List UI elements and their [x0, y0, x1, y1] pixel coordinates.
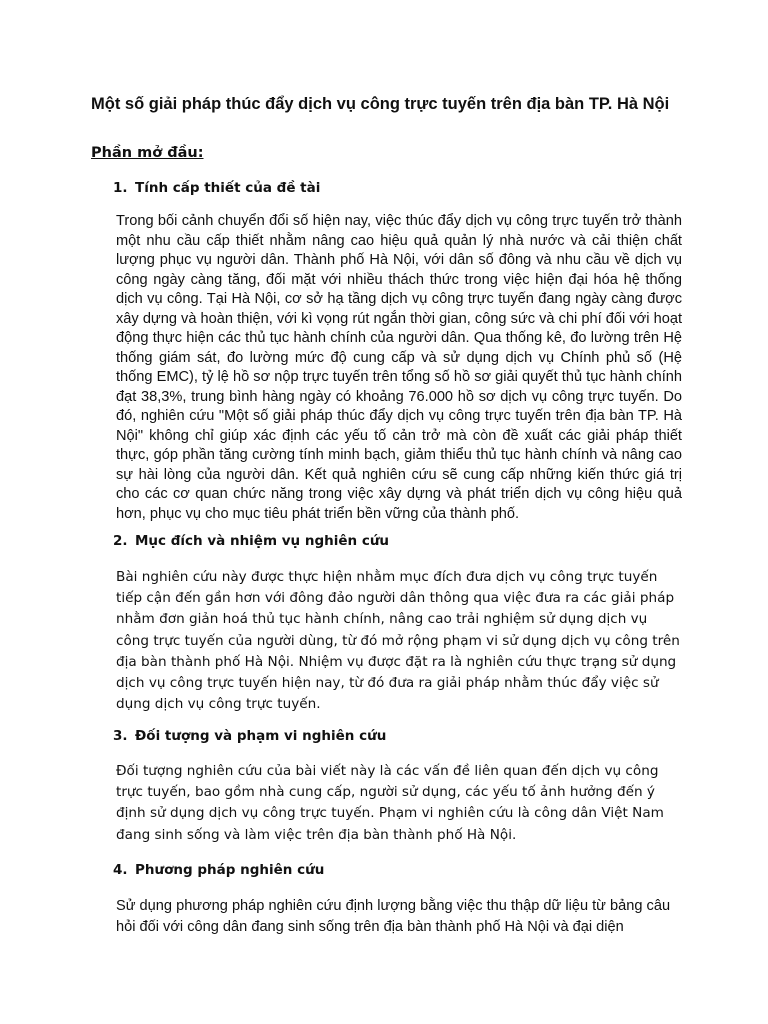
section-heading-text: Mục đích và nhiệm vụ nghiên cứu: [135, 533, 390, 549]
section-heading-purpose: [113, 531, 389, 551]
section-heading-method: [113, 860, 324, 880]
section-heading-scope: [113, 726, 386, 746]
document-title: Một số giải pháp thúc đẩy dịch vụ công trực tuyến trên địa bàn TP. Hà Nội: [91, 95, 670, 113]
section-body-urgency: Trong bối cảnh chuyển đổi số hiện nay, việc thúc đẩy dịch vụ công trực tuyến trở thành một nhu cầu cấp thiết nhằm nâng cao hiệu quả quản lý nhà nước và cải thiện chất lượng phục vụ người dân. Thành phố Hà Nội, với dân số đông và nhu cầu về dịch vụ công ngày càng tăng, đối mặt với nhiều thách thức trong việc hiện đại hóa hệ thống dịch vụ công. Tại Hà Nội, cơ sở hạ tầng dịch vụ công trực tuyến đang ngày càng được xây dựng và hoàn thiện, với kì vọng rút ngắn thời gian, công sức và chi phí đối với hoạt động thực hiện các thủ tục hành chính của người dân. Qua thống kê, đo lường trên Hệ thống giám sát, đo lường mức độ cung cấp và sử dụng dịch vụ Chính phủ số (Hệ thống EMC), tỷ lệ hồ sơ nộp trực tuyến trên tổng số hồ sơ giải quyết thủ tục hành chính đạt 38,3%, trung bình hàng ngày có khoảng 76.000 hồ sơ dịch vụ công trực tuyến. Do đó, nghiên cứu "Một số giải pháp thúc đẩy dịch vụ công trực tuyến trên địa bàn TP. Hà Nội" không chỉ giúp xác định các yếu tố cản trở mà còn đề xuất các giải pháp thiết thực, góp phần tăng cường tính minh bạch, giảm thiểu thủ tục hành chính và nâng cao sự hài lòng của người dân. Kết quả nghiên cứu sẽ cung cấp những kiến thức giá trị cho các cơ quan chức năng trong việc xây dựng và phát triển dịch vụ công hiệu quả hơn, phục vụ cho mục tiêu phát triển bền vững của thành phố.: [116, 213, 682, 522]
section-number: 3.: [113, 728, 128, 744]
section-body-method: Sử dụng phương pháp nghiên cứu định lượng bằng việc thu thập dữ liệu từ bảng câu hỏi đối với công dân đang sinh sống trên địa bàn thành phố Hà Nội và đại diện: [116, 898, 671, 935]
section-number: 1.: [113, 180, 128, 196]
section-heading-text: Tính cấp thiết của đề tài: [135, 180, 321, 196]
section-body-scope: Đối tượng nghiên cứu của bài viết này là các vấn đề liên quan đến dịch vụ công trực tuyến, bao gồm nhà cung cấp, người sử dụng, các yếu tố ảnh hưởng đến ý định sử dụng dịch vụ công trực tuyến. Phạm vi nghiên cứu là công dân Việt Nam đang sinh sống và làm việc trên địa bàn thành phố Hà Nội.: [116, 763, 664, 843]
section-heading-urgency: [113, 178, 320, 198]
section-heading-text: Đối tượng và phạm vi nghiên cứu: [135, 728, 387, 744]
intro-heading: Phần mở đầu:: [91, 145, 204, 161]
section-number: 2.: [113, 533, 128, 549]
section-heading-text: Phương pháp nghiên cứu: [135, 862, 325, 878]
section-number: 4.: [113, 862, 128, 878]
section-body-purpose: Bài nghiên cứu này được thực hiện nhằm mục đích đưa dịch vụ công trực tuyến tiếp cận đến gần hơn với đông đảo người dân thông qua việc đưa ra các giải pháp nhằm đơn giản hoá thủ tục hành chính, nâng cao trải nghiệm sử dụng dịch vụ công trực tuyến của người dùng, từ đó mở rộng phạm vi sử dụng dịch vụ công trên địa bàn thành phố Hà Nội. Nhiệm vụ được đặt ra là nghiên cứu thực trạng sử dụng dịch vụ công trực tuyến hiện nay, từ đó đưa ra giải pháp nhằm thúc đẩy việc sử dụng dịch vụ công trực tuyến.: [116, 569, 680, 713]
